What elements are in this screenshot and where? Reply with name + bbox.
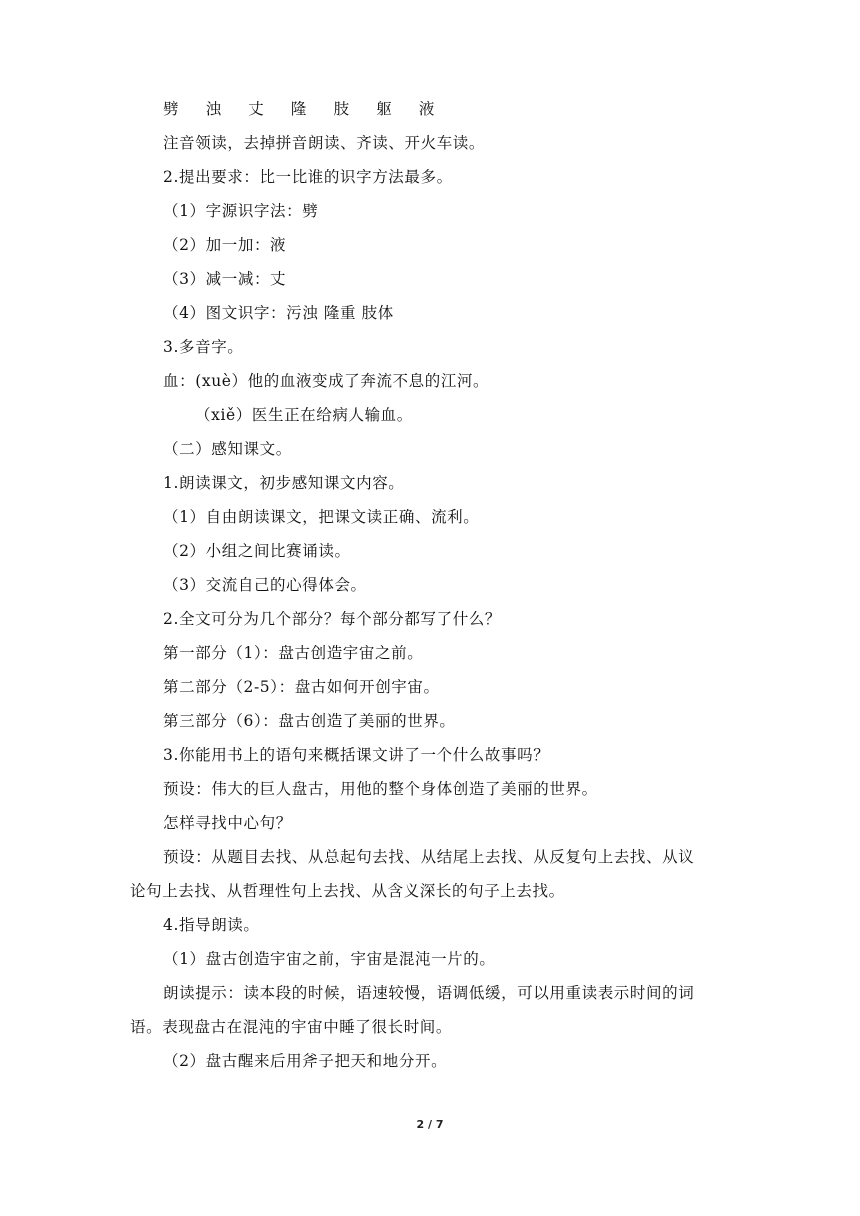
paragraph-line: 朗读提示：读本段的时候，语速较慢，语调低缓，可以用重读表示时间的词 [163,984,695,1002]
paragraph-line: （2）盘古醒来后用斧子把天和地分开。 [163,1052,448,1070]
paragraph-line: 3.多音字。 [163,338,244,356]
vocab-char: 丈 [248,100,265,118]
vocab-char: 躯 [376,100,393,118]
paragraph-line: 预设：从题目去找、从总起句去找、从结尾上去找、从反复句上去找、从议 [163,848,695,866]
page-number: 2 / 7 [416,1118,444,1131]
paragraph-line: 4.指导朗读。 [163,916,260,934]
paragraph-line: （3）减一减：丈 [163,270,287,288]
paragraph-line: 血：(xuè）他的血液变成了奔流不息的江河。 [163,372,490,390]
paragraph-line: 第三部分（6）：盘古创造了美丽的世界。 [163,712,456,730]
paragraph-line: （1）字源识字法：劈 [163,202,319,220]
paragraph-line: 2.提出要求：比一比谁的识字方法最多。 [163,168,453,186]
paragraph-line: 语。表现盘古在混沌的宇宙中睡了很长时间。 [130,1018,453,1036]
vocab-char: 隆 [290,100,308,118]
paragraph-line: （1）盘古创造宇宙之前，宇宙是混沌一片的。 [163,950,496,968]
paragraph-line: 怎样寻找中心句？ [163,814,292,832]
paragraph-line: 3.你能用书上的语句来概括课文讲了一个什么故事吗？ [163,746,550,764]
paragraph-line: 第二部分（2-5）：盘古如何开创宇宙。 [163,678,440,696]
paragraph-line: （2）小组之间比赛诵读。 [163,542,351,560]
paragraph-line: 预设：伟大的巨人盘古，用他的整个身体创造了美丽的世界。 [163,780,598,798]
paragraph-line: （xiě）医生正在给病人输血。 [195,406,413,424]
vocabulary-characters [163,98,456,120]
paragraph-line: （3）交流自己的心得体会。 [163,576,367,594]
paragraph-line: 注音领读，去掉拼音朗读、齐读、开火车读。 [163,134,486,152]
paragraph-line: （4）图文识字：污浊 隆重 肢体 [163,304,394,322]
paragraph-line: （2）加一加：液 [163,236,287,254]
section-heading: （二）感知课文。 [163,440,292,458]
vocab-char: 浊 [205,100,222,118]
vocab-char: 液 [418,100,435,118]
paragraph-line: （1）自由朗读课文，把课文读正确、流利。 [163,508,480,526]
vocab-char: 劈 [163,100,180,118]
paragraph-line: 1.朗读课文，初步感知课文内容。 [163,474,405,492]
vocab-char: 肢 [333,100,350,118]
paragraph-line: 2.全文可分为几个部分？每个部分都写了什么？ [163,610,501,628]
paragraph-line: 第一部分（1）：盘古创造宇宙之前。 [163,644,424,662]
paragraph-line: 论句上去找、从哲理性句上去找、从含义深长的句子上去找。 [130,882,565,900]
